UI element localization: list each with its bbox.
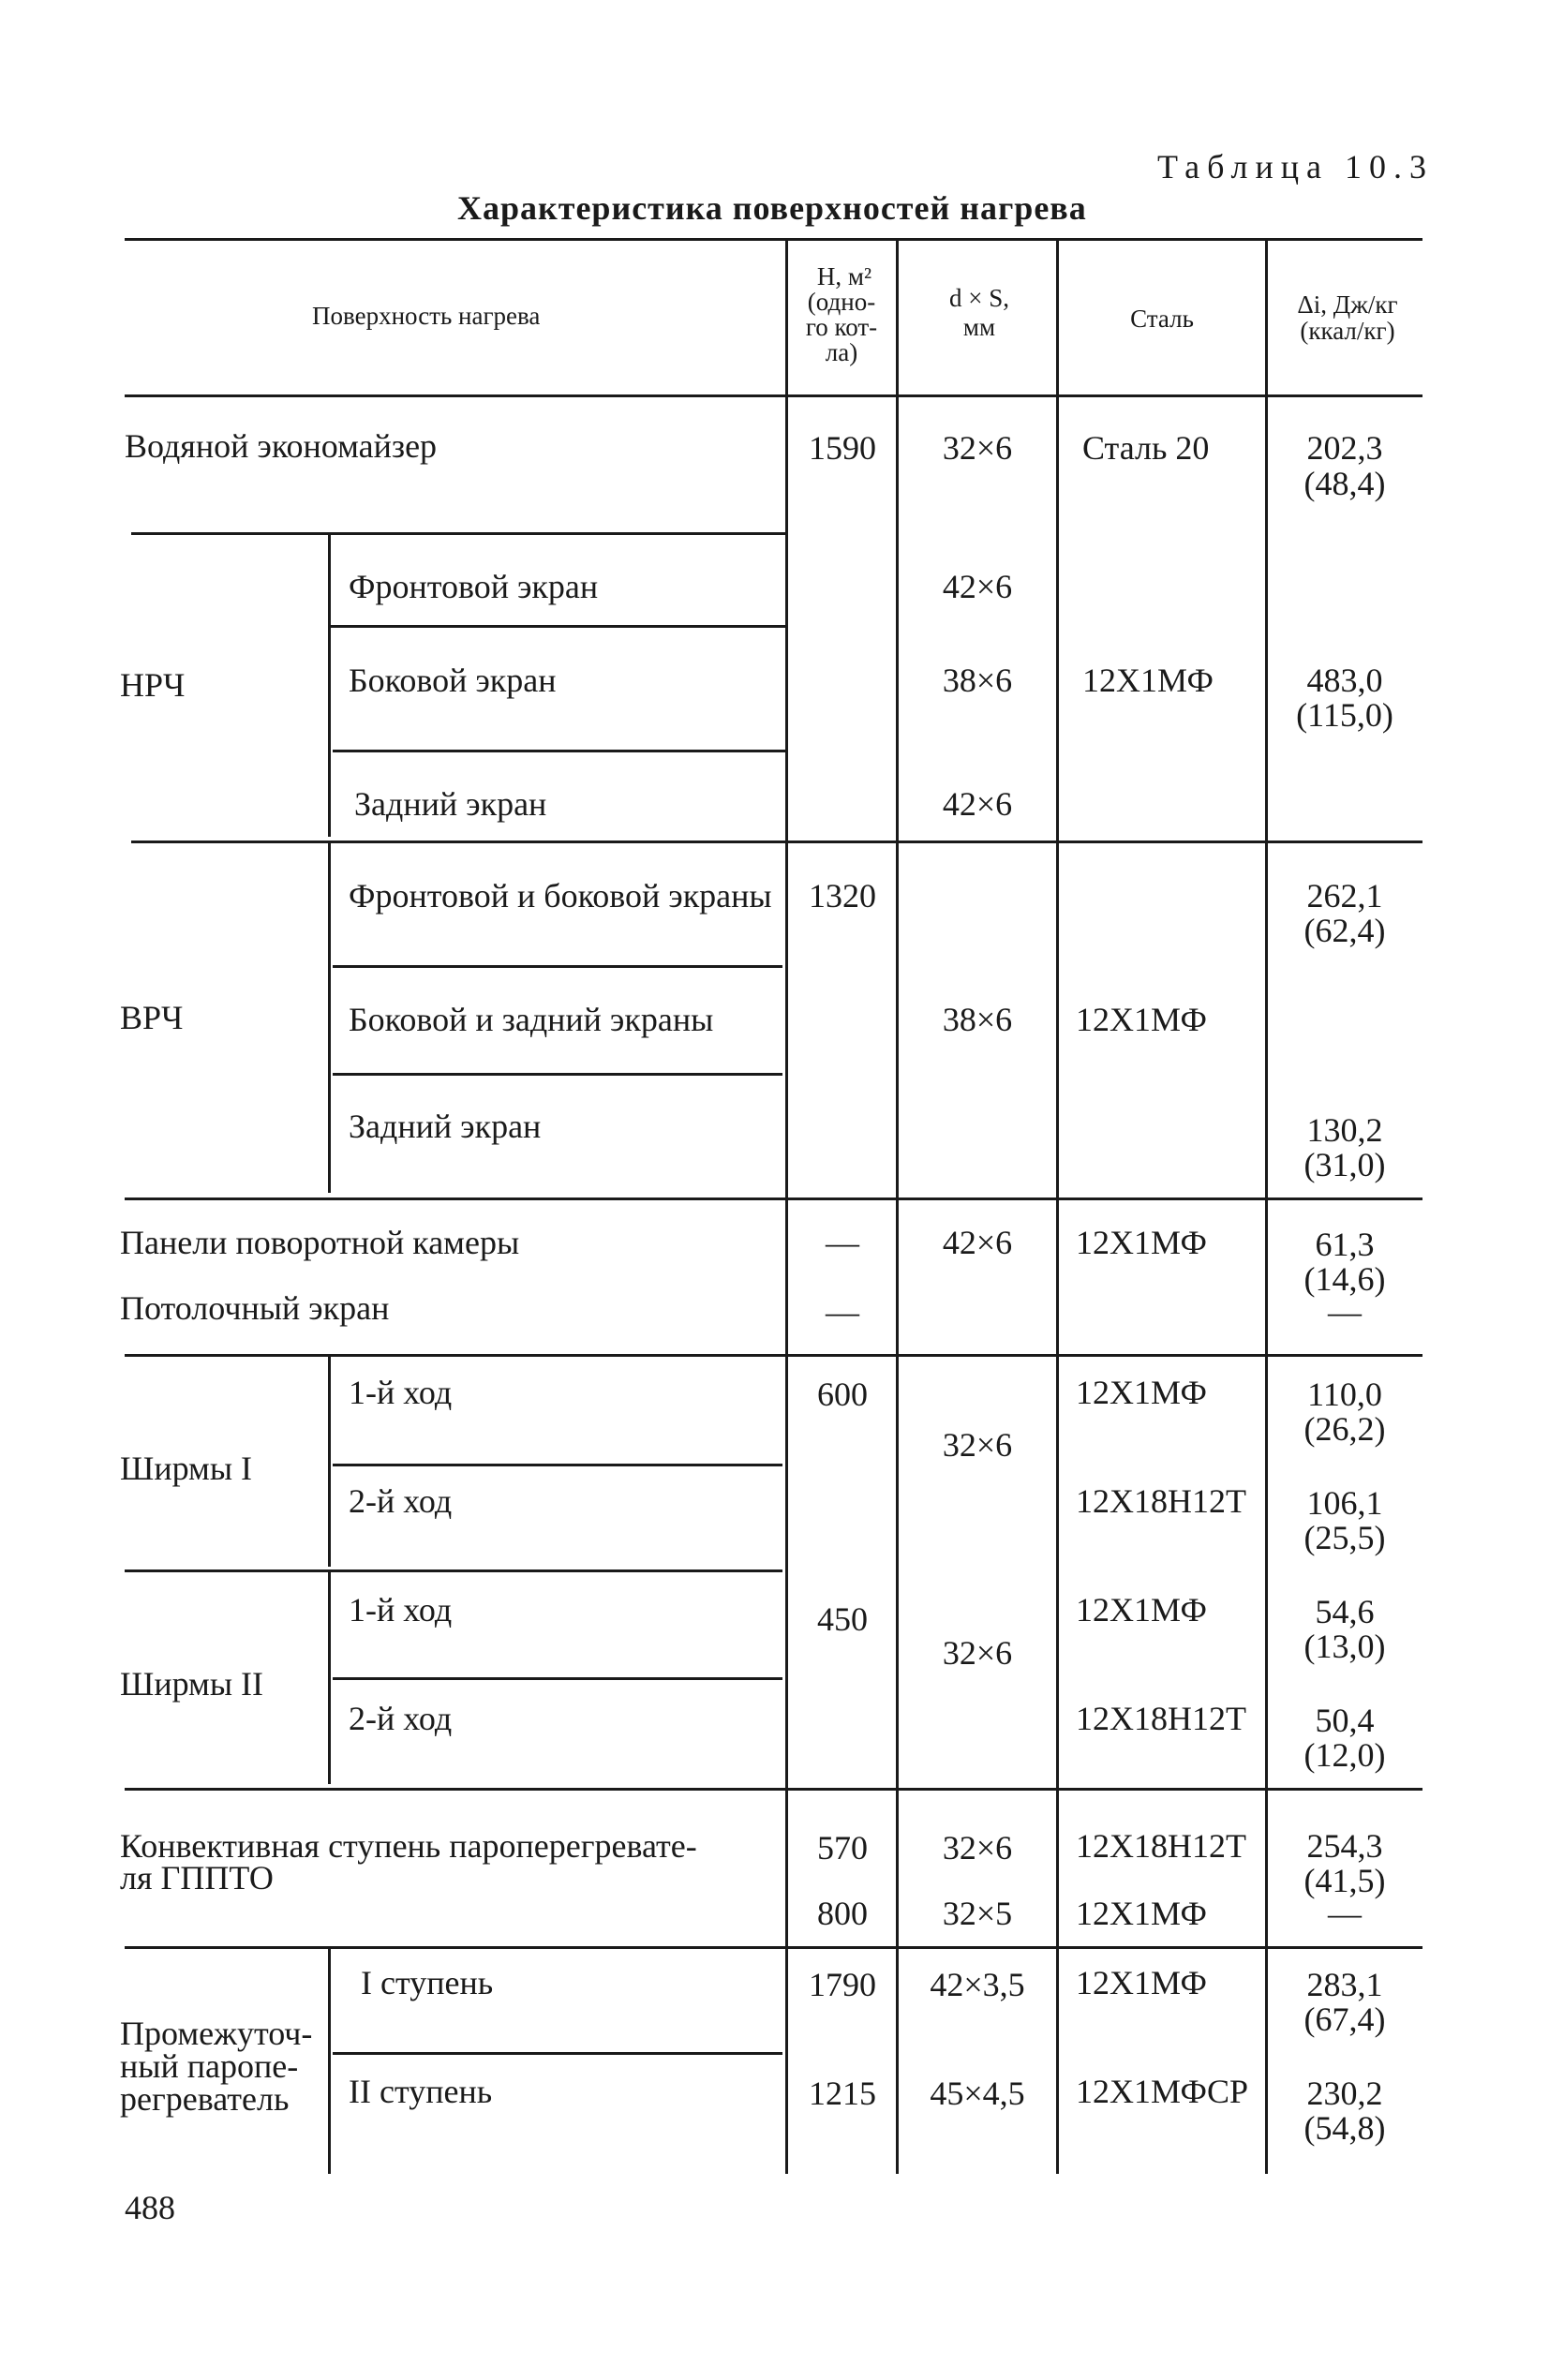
- rule-after-ceiling: [125, 1354, 1422, 1357]
- shirm1-item-2: 2-й ход: [349, 1482, 453, 1520]
- table-label: Таблица 10.3: [1157, 148, 1434, 186]
- nrch-dh-kcal: (115,0): [1296, 696, 1393, 734]
- reheater-group-line3: регреватель: [120, 2080, 290, 2118]
- convective-dh: 254,3: [1306, 1827, 1383, 1865]
- shirm2-item-1: 1-й ход: [349, 1591, 453, 1629]
- col-rule-steel-left: [1056, 240, 1059, 2174]
- panels-dims: 42×6: [942, 1224, 1013, 1261]
- shirm1-dh-1: 110,0: [1307, 1376, 1382, 1413]
- reheater-steel-2: 12Х1МФСР: [1076, 2073, 1249, 2110]
- header-area-4: ла): [825, 338, 858, 366]
- table-top-rule: [125, 238, 1422, 241]
- header-surface: Поверхность нагрева: [312, 302, 541, 330]
- shirm2-item-2: 2-й ход: [349, 1700, 453, 1737]
- shirm2-dh-2: 50,4: [1315, 1702, 1375, 1739]
- vrch-area: 1320: [809, 877, 876, 915]
- shirm2-dh-kcal-1: (13,0): [1303, 1628, 1386, 1665]
- shirm1-dh-kcal-1: (26,2): [1303, 1410, 1386, 1448]
- convective-dh-2: —: [1328, 1895, 1362, 1932]
- subrow-rule-vrch: [328, 843, 331, 1193]
- nrch-dims-side: 38×6: [942, 662, 1013, 699]
- nrch-dh: 483,0: [1306, 662, 1383, 699]
- subrow-rule-shirm1: [328, 1357, 331, 1567]
- vrch-dh3-kcal: (31,0): [1303, 1146, 1386, 1183]
- reheater-dh-kcal-2: (54,8): [1303, 2109, 1386, 2147]
- table-title: Характеристика поверхностей нагрева: [457, 189, 1087, 227]
- reheater-item-1: I ступень: [361, 1964, 494, 2001]
- shirm2-area: 450: [817, 1600, 868, 1638]
- nrch-group: НРЧ: [120, 666, 186, 704]
- header-area-2: (одно-: [807, 288, 876, 316]
- reheater-item-2: II ступень: [349, 2073, 493, 2110]
- nrch-dims-rear: 42×6: [942, 785, 1013, 823]
- rule-vrch-2: [333, 1073, 782, 1076]
- nrch-item-front: Фронтовой экран: [349, 568, 599, 605]
- reheater-area-2: 1215: [809, 2075, 876, 2112]
- ceiling-area: —: [826, 1293, 859, 1331]
- rule-reheater-mid: [333, 2052, 782, 2055]
- rule-after-convective: [125, 1946, 1422, 1949]
- rule-shirm2-mid: [333, 1677, 782, 1680]
- economizer-dims: 32×6: [942, 429, 1013, 467]
- reheater-dh-1: 283,1: [1306, 1966, 1383, 2003]
- convective-steel-2: 12Х1МФ: [1076, 1895, 1207, 1932]
- convective-area-1: 570: [817, 1829, 868, 1867]
- page-number: 488: [125, 2189, 175, 2226]
- rule-after-economizer: [131, 532, 787, 535]
- nrch-steel: 12Х1МФ: [1082, 662, 1214, 699]
- shirm1-dh-kcal-2: (25,5): [1303, 1519, 1386, 1556]
- header-steel: Сталь: [1130, 305, 1194, 333]
- reheater-dims-1: 42×3,5: [930, 1966, 1025, 2003]
- vrch-steel: 12Х1МФ: [1076, 1001, 1207, 1038]
- rule-nrch-2: [333, 750, 787, 752]
- economizer-dh: 202,3: [1306, 429, 1383, 467]
- reheater-group-line2: ный паропе-: [120, 2047, 299, 2085]
- vrch-dh3: 130,2: [1306, 1111, 1383, 1149]
- economizer-steel: Сталь 20: [1082, 429, 1210, 467]
- header-area-3: го кот-: [805, 313, 878, 341]
- reheater-dims-2: 45×4,5: [930, 2075, 1025, 2112]
- panels-area: —: [826, 1224, 859, 1261]
- rule-vrch-1: [333, 965, 782, 968]
- rule-nrch-1: [329, 625, 787, 628]
- subrow-rule-reheater: [328, 1949, 331, 2174]
- header-area-1: Н, м²: [816, 262, 872, 290]
- convective-steel-1: 12Х18Н12Т: [1076, 1827, 1246, 1865]
- col-rule-area-left: [785, 240, 788, 2174]
- shirm1-group: Ширмы I: [120, 1450, 252, 1487]
- shirm2-dims: 32×6: [942, 1634, 1013, 1672]
- shirm1-area: 600: [817, 1376, 868, 1413]
- shirm2-dh-kcal-2: (12,0): [1303, 1736, 1386, 1774]
- rule-after-shirm2: [125, 1788, 1422, 1791]
- col-rule-dims-left: [896, 240, 899, 2174]
- convective-dims-2: 32×5: [942, 1895, 1013, 1932]
- vrch-item-rear: Задний экран: [349, 1108, 542, 1145]
- convective-name-line1: Конвективная ступень пароперегревате-: [120, 1827, 697, 1865]
- convective-dims-1: 32×6: [942, 1829, 1013, 1867]
- shirm2-group: Ширмы II: [120, 1665, 263, 1703]
- rule-after-shirm1: [125, 1569, 782, 1572]
- convective-dh-kcal: (41,5): [1303, 1862, 1386, 1899]
- nrch-item-side: Боковой экран: [349, 662, 557, 699]
- header-dims-2: мм: [962, 313, 996, 341]
- header-dims-1: d × S,: [949, 284, 1009, 312]
- economizer-name: Водяной экономайзер: [125, 427, 438, 465]
- vrch-dh1: 262,1: [1306, 877, 1383, 915]
- panels-name: Панели поворотной камеры: [120, 1224, 520, 1261]
- reheater-area-1: 1790: [809, 1966, 876, 2003]
- header-enthalpy-2: (ккал/кг): [1300, 317, 1395, 345]
- vrch-group: ВРЧ: [120, 999, 184, 1036]
- rule-after-nrch: [131, 840, 1422, 843]
- vrch-dh1-kcal: (62,4): [1303, 912, 1386, 949]
- reheater-steel-1: 12Х1МФ: [1076, 1964, 1207, 2001]
- vrch-item-side-rear: Боковой и задний экраны: [349, 1001, 714, 1038]
- ceiling-name: Потолочный экран: [120, 1289, 390, 1327]
- shirm1-dh-2: 106,1: [1306, 1484, 1383, 1522]
- reheater-dh-kcal-1: (67,4): [1303, 2001, 1386, 2038]
- shirm1-steel-1: 12Х1МФ: [1076, 1374, 1207, 1411]
- nrch-dims-front: 42×6: [942, 568, 1013, 605]
- header-enthalpy-1: Δi, Дж/кг: [1297, 290, 1398, 319]
- subrow-rule-nrch: [328, 535, 331, 837]
- ceiling-dh: —: [1328, 1293, 1362, 1331]
- panels-dh: 61,3: [1315, 1226, 1375, 1263]
- shirm1-dims: 32×6: [942, 1426, 1013, 1464]
- panels-steel: 12Х1МФ: [1076, 1224, 1207, 1261]
- shirm2-dh-1: 54,6: [1315, 1593, 1375, 1630]
- subrow-rule-shirm2: [328, 1572, 331, 1784]
- rule-after-vrch: [125, 1197, 1422, 1200]
- vrch-item-front-side: Фронтовой и боковой экраны: [349, 877, 772, 915]
- rule-shirm1-mid: [333, 1464, 782, 1466]
- panels-dh-kcal: (14,6): [1303, 1260, 1386, 1298]
- economizer-dh-kcal: (48,4): [1303, 465, 1386, 502]
- shirm1-steel-2: 12Х18Н12Т: [1076, 1482, 1246, 1520]
- reheater-dh-2: 230,2: [1306, 2075, 1383, 2112]
- col-rule-dh-left: [1265, 240, 1268, 2174]
- convective-area-2: 800: [817, 1895, 868, 1932]
- convective-name-line2: ля ГППТО: [120, 1859, 274, 1897]
- economizer-area: 1590: [809, 429, 876, 467]
- nrch-item-rear: Задний экран: [354, 785, 547, 823]
- reheater-group-line1: Промежуточ-: [120, 2015, 313, 2052]
- header-bottom-rule: [125, 394, 1422, 397]
- shirm2-steel-2: 12Х18Н12Т: [1076, 1700, 1246, 1737]
- vrch-dims: 38×6: [942, 1001, 1013, 1038]
- shirm2-steel-1: 12Х1МФ: [1076, 1591, 1207, 1629]
- shirm1-item-1: 1-й ход: [349, 1374, 453, 1411]
